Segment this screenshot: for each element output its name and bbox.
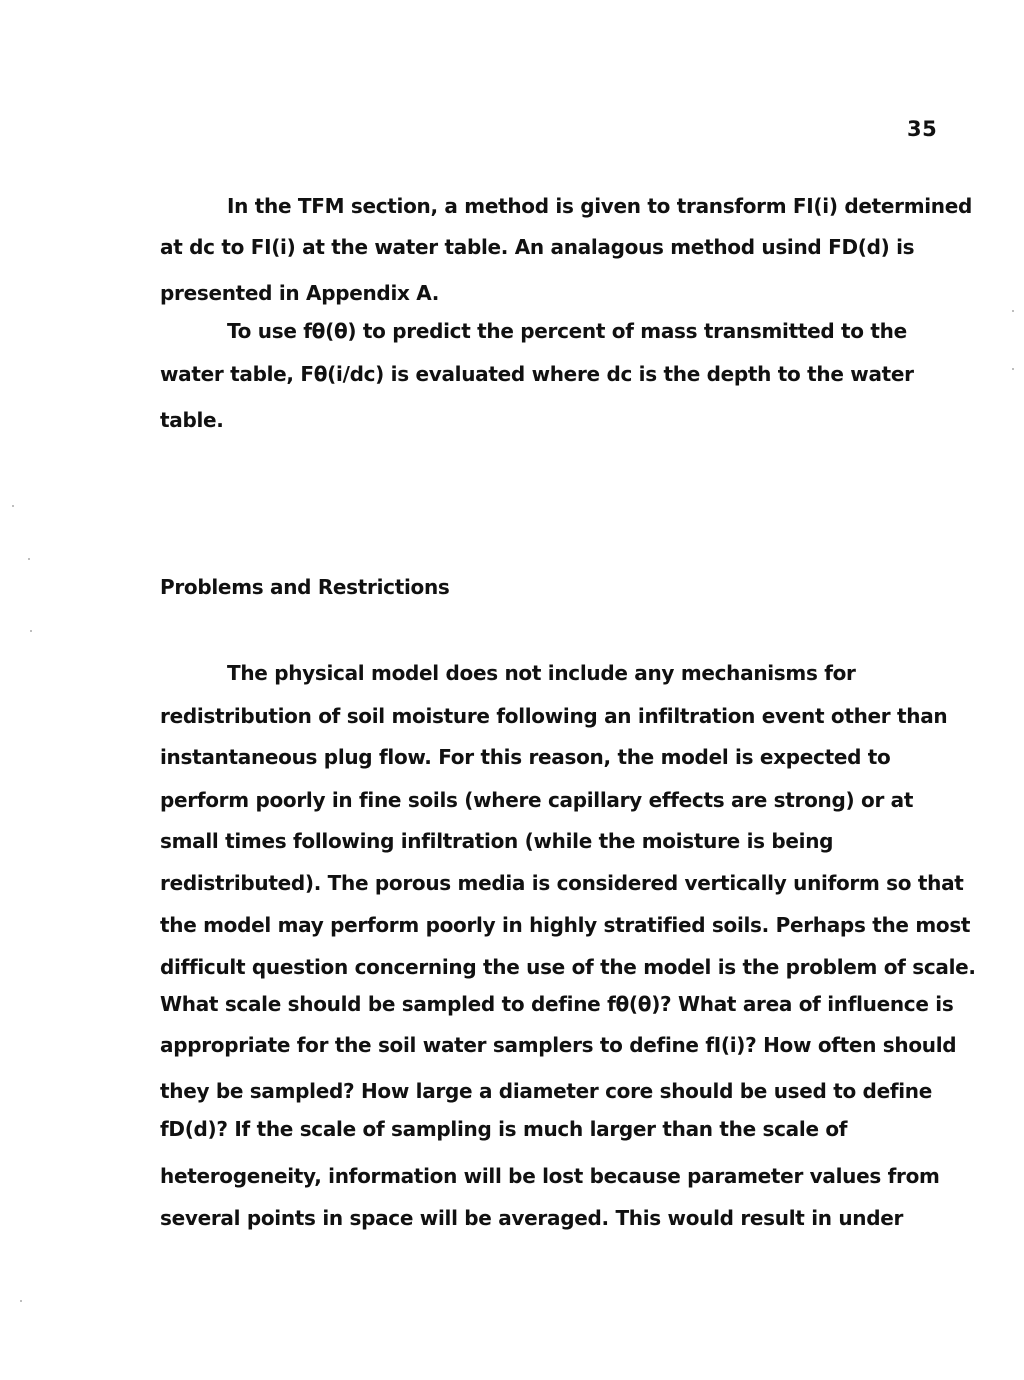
paragraph-3-line-4: perform poorly in fine soils (where capillary effects are strong) or at xyxy=(160,788,914,812)
paragraph-3-line-6: redistributed). The porous media is considered vertically uniform so that xyxy=(160,871,964,895)
paragraph-3-line-1: The physical model does not include any mechanisms for xyxy=(227,661,856,685)
paragraph-3-line-11: they be sampled? How large a diameter core should be used to define xyxy=(160,1079,933,1103)
paragraph-3-line-12: fD(d)? If the scale of sampling is much larger than the scale of xyxy=(160,1117,848,1141)
paragraph-2-line-2: water table, Fθ(i/dc) is evaluated where dc is the depth to the water xyxy=(160,362,914,386)
paragraph-1-line-1: In the TFM section, a method is given to transform FI(i) determined xyxy=(227,194,973,218)
paragraph-3-line-5: small times following infiltration (while the moisture is being xyxy=(160,829,834,853)
section-heading: Problems and Restrictions xyxy=(160,575,450,599)
paragraph-3-line-9: What scale should be sampled to define fθ(θ)? What area of influence is xyxy=(160,992,954,1016)
paragraph-3-line-8: difficult question concerning the use of the model is the problem of scale. xyxy=(160,955,976,979)
scan-speck xyxy=(1012,310,1014,312)
paragraph-3-line-14: several points in space will be averaged. This would result in under xyxy=(160,1206,904,1230)
paragraph-3-line-3: instantaneous plug flow. For this reason, the model is expected to xyxy=(160,745,891,769)
scan-speck xyxy=(30,630,32,632)
paragraph-1-line-2: at dc to FI(i) at the water table. An analagous method usind FD(d) is xyxy=(160,235,915,259)
scan-speck xyxy=(28,558,30,560)
paragraph-2-line-3: table. xyxy=(160,408,224,432)
paragraph-3-line-7: the model may perform poorly in highly stratified soils. Perhaps the most xyxy=(160,913,971,937)
scan-speck xyxy=(12,505,14,507)
paragraph-3-line-2: redistribution of soil moisture following an infiltration event other than xyxy=(160,704,948,728)
scan-speck xyxy=(20,1300,22,1302)
scan-speck xyxy=(1012,368,1014,370)
paragraph-3-line-10: appropriate for the soil water samplers to define fI(i)? How often should xyxy=(160,1033,957,1057)
paragraph-2-line-1: To use fθ(θ) to predict the percent of mass transmitted to the xyxy=(227,319,907,343)
page-number: 35 xyxy=(907,117,938,141)
paragraph-3-line-13: heterogeneity, information will be lost because parameter values from xyxy=(160,1164,940,1188)
paragraph-1-line-3: presented in Appendix A. xyxy=(160,281,440,305)
